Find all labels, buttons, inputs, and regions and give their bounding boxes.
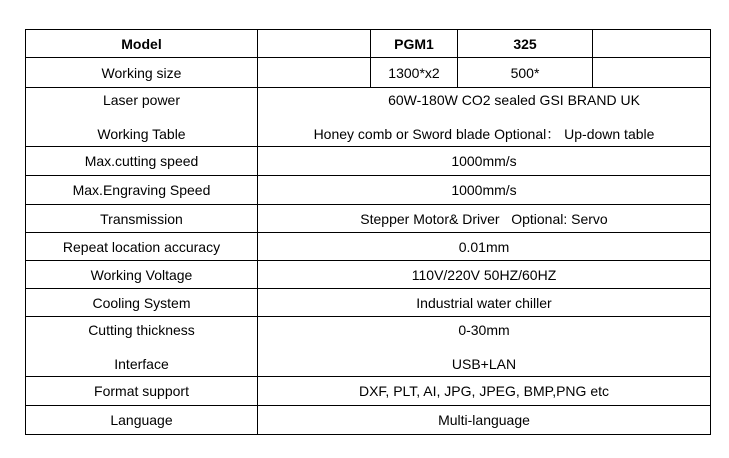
row-working-voltage — [26, 261, 711, 289]
thickness-interface-label-stack — [26, 323, 257, 371]
thickness-interface-value-cell — [258, 317, 711, 377]
interface-value: USB+LAN — [451, 355, 517, 372]
row-max-engraving-speed — [26, 176, 711, 205]
max-cutting-speed-label: Max.cutting speed — [26, 147, 258, 176]
header-empty-cell — [258, 30, 371, 58]
laser-table-value-stack — [258, 93, 710, 141]
row-format-support — [26, 377, 711, 406]
max-engraving-speed-label: Max.Engraving Speed — [26, 176, 258, 205]
laser-table-value-cell — [258, 88, 711, 147]
working-size-value-1: 1300*x2 — [371, 58, 458, 88]
interface-label: Interface — [114, 355, 169, 372]
language-label: Language — [26, 406, 258, 435]
repeat-location-label: Repeat location accuracy — [26, 233, 258, 261]
working-size-empty — [258, 58, 371, 88]
thickness-interface-label-cell — [26, 317, 258, 377]
cutting-thickness-value: 0-30mm — [458, 321, 510, 338]
repeat-location-value: 0.01mm — [258, 233, 711, 261]
spec-table — [25, 29, 711, 435]
row-transmission — [26, 205, 711, 233]
row-working-size — [26, 58, 711, 88]
laser-power-label: Laser power — [102, 92, 181, 108]
header-empty-cell-2 — [593, 30, 711, 58]
cutting-thickness-label: Cutting thickness — [88, 321, 195, 338]
row-language — [26, 406, 711, 435]
working-voltage-value: 110V/220V 50HZ/60HZ — [258, 261, 711, 289]
format-support-value: DXF, PLT, AI, JPG, JPEG, BMP,PNG etc — [258, 377, 711, 406]
header-row — [26, 30, 711, 58]
thickness-interface-value-stack — [258, 323, 710, 371]
row-thickness-interface — [26, 317, 711, 377]
working-table-label: Working Table — [97, 126, 186, 142]
transmission-value: Stepper Motor& Driver Optional: Servo — [258, 205, 711, 233]
cooling-system-label: Cooling System — [26, 289, 258, 317]
working-size-empty-2 — [593, 58, 711, 88]
laser-table-label-stack — [26, 93, 257, 141]
language-value: Multi-language — [258, 406, 711, 435]
row-cooling-system — [26, 289, 711, 317]
laser-power-value: 60W-180W CO2 sealed GSI BRAND UK — [388, 92, 640, 108]
format-support-label: Format support — [26, 377, 258, 406]
working-size-value-2: 500* — [458, 58, 593, 88]
row-laser-table — [26, 88, 711, 147]
row-max-cutting-speed — [26, 147, 711, 176]
max-engraving-speed-value: 1000mm/s — [258, 176, 711, 205]
working-voltage-label: Working Voltage — [26, 261, 258, 289]
transmission-label: Transmission — [26, 205, 258, 233]
working-size-label: Working size — [26, 58, 258, 88]
working-table-value: Honey comb or Sword blade Optional： Up-down table — [313, 126, 655, 142]
laser-table-label-cell — [26, 88, 258, 147]
cooling-system-value: Industrial water chiller — [258, 289, 711, 317]
max-cutting-speed-value: 1000mm/s — [258, 147, 711, 176]
row-repeat-location — [26, 233, 711, 261]
header-model-325: 325 — [458, 30, 593, 58]
header-model-label: Model — [26, 30, 258, 58]
header-model-pgm1: PGM1 — [371, 30, 458, 58]
